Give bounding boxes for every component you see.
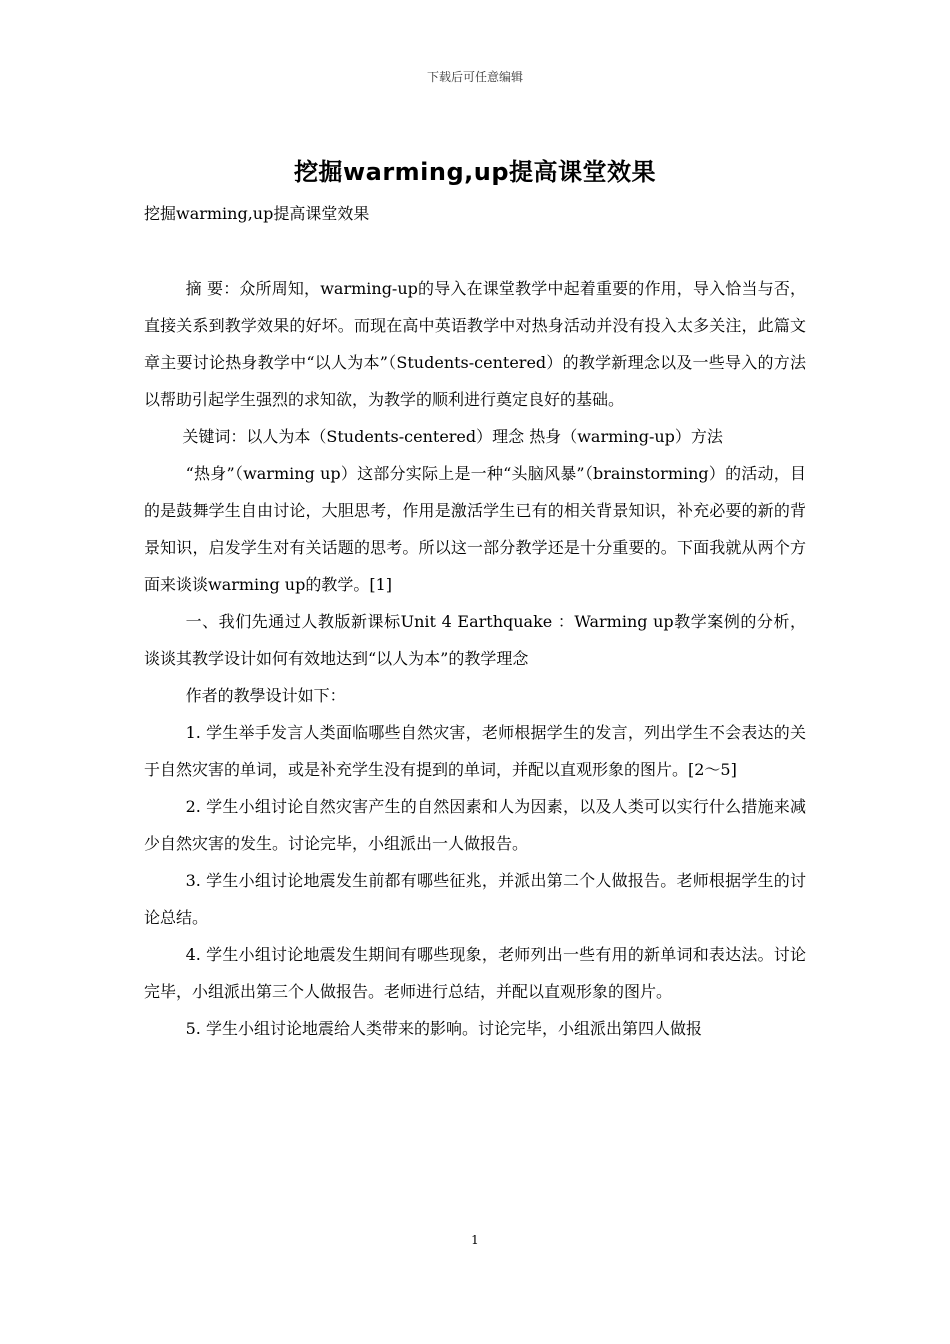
document-subtitle: 挖掘warming,up提高课堂效果	[144, 204, 370, 223]
document-body	[144, 270, 806, 1047]
list-item-1: 1. 学生举手发言人类面临哪些自然灾害，老师根据学生的发言，列出学生不会表达的关于自然灾害的单词，或是补充学生没有提到的单词，并配以直观形象的图片。[2～5]	[144, 723, 806, 779]
list-item-4: 4. 学生小组讨论地震发生期间有哪些现象，老师列出一些有用的新单词和表达法。讨论完毕，小组派出第三个人做报告。老师进行总结，并配以直观形象的图片。	[144, 945, 806, 1001]
body-paragraph-design-intro: 作者的教學设计如下：	[185, 686, 346, 705]
list-item-2: 2. 学生小组讨论自然灾害产生的自然因素和人为因素，以及人类可以实行什么措施来减少自然灾害的发生。讨论完毕，小组派出一人做报告。	[144, 797, 806, 853]
document-title: 挖掘warming,up提高课堂效果	[293, 158, 657, 186]
abstract-paragraph: 摘 要：众所周知，warming-up的导入在课堂教学中起着重要的作用，导入恰当与否，直接关系到教学效果的好坏。而现在高中英语教学中对热身活动并没有投入太多关注，此篇文章主要讨论热身教学中“以人为本”（Students-centered）的教学新理念以及一些导入的方法以帮助引起学生强烈的求知欲，为教学的顺利进行奠定良好的基础。	[144, 279, 806, 409]
body-paragraph-warming-up: “热身”（warming up）这部分实际上是一种“头脑风暴”（brainstorming）的活动，目的是鼓舞学生自由讨论，大胆思考，作用是激活学生已有的相关背景知识，补充必要的新的背景知识，启发学生对有关话题的思考。所以这一部分教学还是十分重要的。下面我就从两个方面来谈谈warming up的教学。[1]	[144, 464, 806, 594]
keywords-paragraph: 关键词：以人为本（Students-centered）理念 热身（warming-up）方法	[182, 427, 723, 446]
page-number: 1	[471, 1233, 479, 1247]
section-heading-1: 一、我们先通过人教版新课标Unit 4 Earthquake ：Warming up教学案例的分析，谈谈其教学设计如何有效地达到“以人为本”的教学理念	[144, 612, 806, 668]
page-header-note: 下载后可任意编辑	[426, 70, 523, 84]
list-item-3: 3. 学生小组讨论地震发生前都有哪些征兆，并派出第二个人做报告。老师根据学生的讨论总结。	[144, 871, 806, 927]
list-item-5: 5. 学生小组讨论地震给人类带来的影响。讨论完毕，小组派出第四人做报	[185, 1019, 702, 1038]
